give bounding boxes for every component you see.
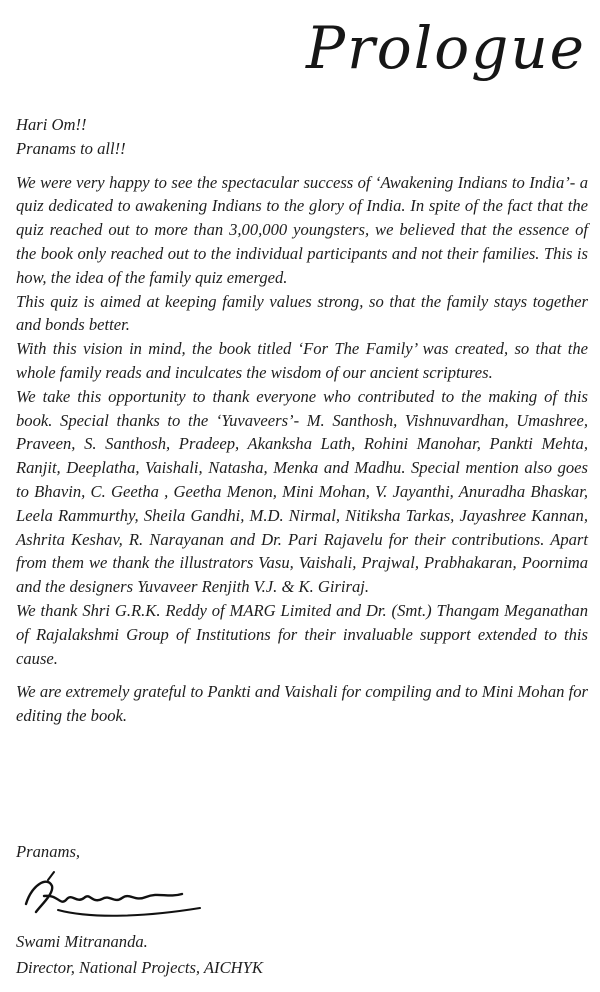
paragraph: We thank Shri G.R.K. Reddy of MARG Limited and Dr. (Smt.) Thangam Meganathan of Rajalakshmi Group of Institutions for their invaluable support extended to this cause. — [16, 600, 588, 668]
greeting-line: Hari Om!! — [16, 115, 87, 134]
signatory-role: Director, National Projects, AICHYK — [16, 958, 263, 977]
paragraph: We are extremely grateful to Pankti and Vaishali for compiling and to Mini Mohan for editing the book. — [16, 682, 588, 726]
paragraph: We take this opportunity to thank everyone who contributed to the making of this book. Special thanks to the ‘Yuvaveers’- M. Santhosh, Vishnuvardhan, Umashree, Praveen, S. Santhosh, Pradeep, Akanksha Lath, Rohini Manohar, Pankti Mehta, Ranjit, Deeplatha, Vaishali, Natasha, Menka and Madhu. Special mention also goes to Bhavin, C. Geetha , Geetha Menon, Mini Mohan, V. Jayanthi, Anuradha Bhaskar, Leela Rammurthy, Sheila Gandhi, M.D. Nirmal, Nitiksha Tarkas, Jayashree Kannan, Ashrita Keshav, R. Narayanan and Dr. Pari Rajavelu for their contributions. Apart from them we thank the illustrators Vasu, Vaishali, Prajwal, Prabhakaran, Poornima and the designers Yuvaveer Renjith V.J. & K. Giriraj. — [16, 386, 588, 597]
paragraph: This quiz is aimed at keeping family values strong, so that the family stays together and bonds better. — [16, 291, 588, 335]
greeting-line: Pranams to all!! — [16, 138, 126, 158]
signature-icon — [18, 866, 208, 926]
paragraph: We were very happy to see the spectacular success of ‘Awakening Indians to India’- a quiz dedicated to awakening Indians to the glory of India. In spite of the fact that the quiz reached out to more than 3,00,000 youngsters, we believed that the essence of the book only reached out to the individual participants and not their families. This is how, the idea of the family quiz emerged. — [16, 172, 588, 287]
prologue-body — [16, 113, 588, 728]
closing-salutation: Pranams, — [16, 842, 81, 861]
paragraph: With this vision in mind, the book titled ‘For The Family’ was created, so that the whole family reads and inculcates the wisdom of our ancient scriptures. — [16, 339, 588, 382]
page-title: Prologue — [306, 14, 586, 82]
signatory-name: Swami Mitrananda. — [16, 932, 148, 951]
